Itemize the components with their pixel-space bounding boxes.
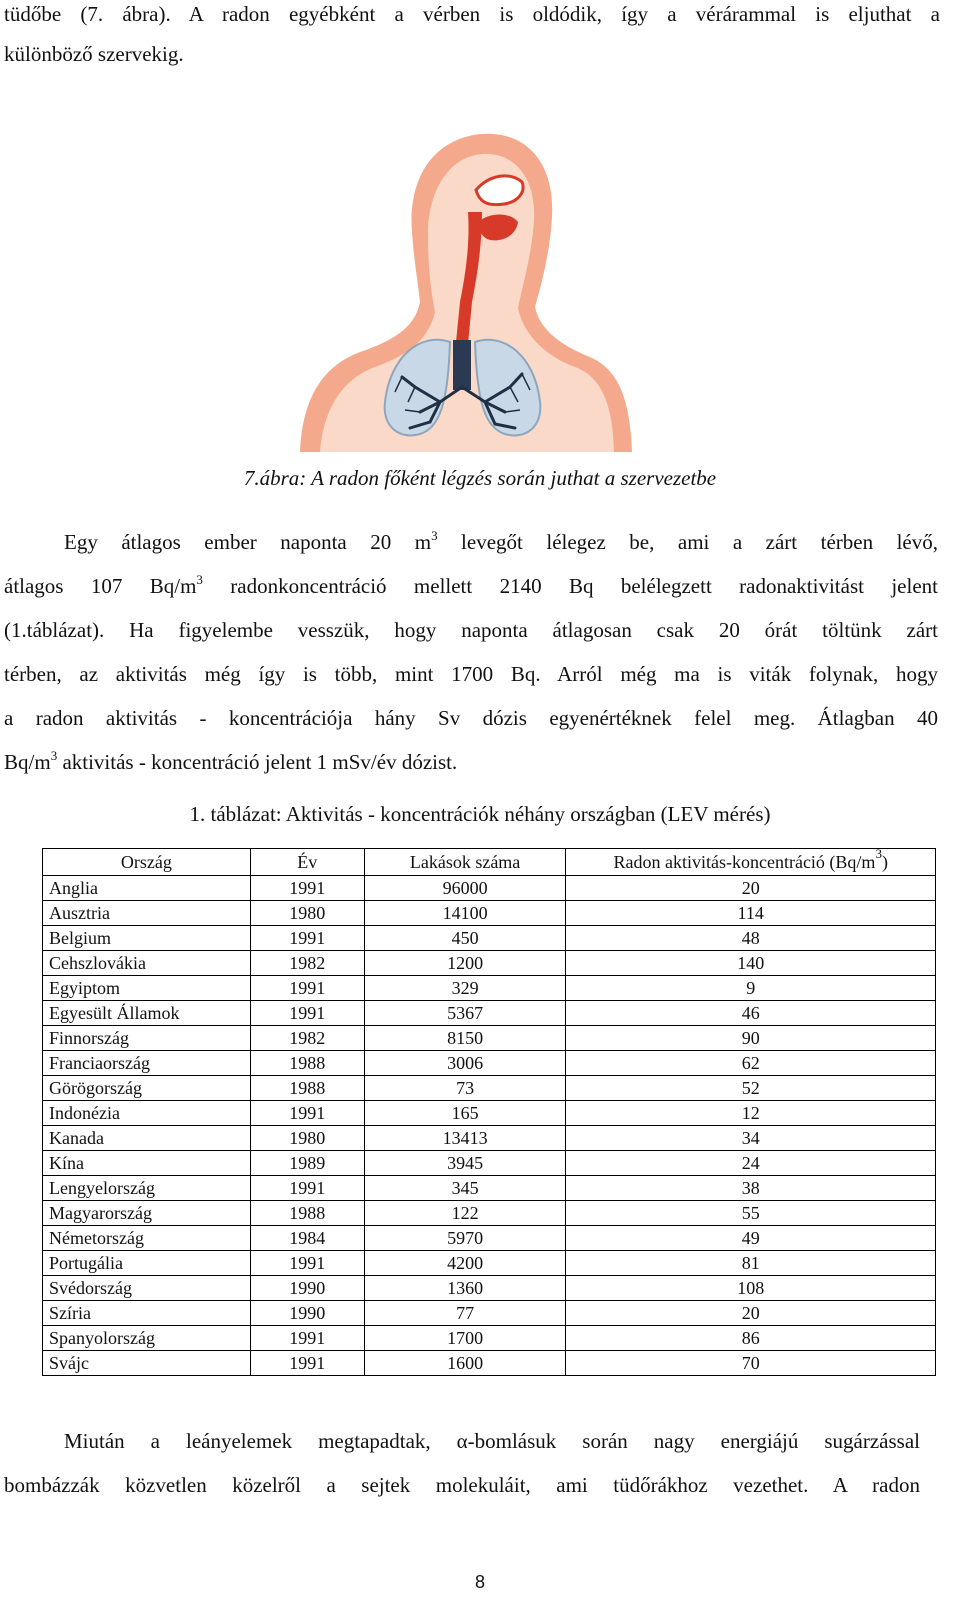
cell-homes: 5970 [364, 1226, 566, 1251]
cell-radon: 55 [566, 1201, 936, 1226]
page-number: 8 [474, 1572, 485, 1592]
table-row [43, 1176, 936, 1201]
cell-homes: 329 [364, 976, 566, 1001]
cell-radon: 81 [566, 1251, 936, 1276]
paragraph-line: tüdőbe (7. ábra). A radon egyébként a vérben is oldódik, így a vérárammal is eljuthat a [4, 2, 940, 26]
cell-homes: 13413 [364, 1126, 566, 1151]
cell-year: 1991 [250, 1101, 364, 1126]
paragraph-line: (1.táblázat). Ha figyelembe vesszük, hogy naponta átlagosan csak 20 órát töltünk zárt [4, 618, 938, 642]
table-row [43, 876, 936, 901]
cell-radon: 90 [566, 1026, 936, 1051]
cell-radon: 46 [566, 1001, 936, 1026]
cell-homes: 165 [364, 1101, 566, 1126]
cell-year: 1989 [250, 1151, 364, 1176]
cell-country: Görögország [43, 1076, 251, 1101]
table-row [43, 1351, 936, 1376]
cell-homes: 8150 [364, 1026, 566, 1051]
cell-homes: 77 [364, 1301, 566, 1326]
cell-country: Svédország [43, 1276, 251, 1301]
cell-country: Franciaország [43, 1051, 251, 1076]
cell-year: 1980 [250, 901, 364, 926]
cell-country: Egyesült Államok [43, 1001, 251, 1026]
table-row [43, 926, 936, 951]
paragraph-line: különböző szervekig. [4, 42, 184, 66]
column-header-radon: Radon aktivitás-koncentráció $(Bq/m^3)$ [566, 849, 936, 876]
cell-homes: 1600 [364, 1351, 566, 1376]
column-header-year: Év [250, 849, 364, 876]
cell-radon: 48 [566, 926, 936, 951]
cell-country: Szíria [43, 1301, 251, 1326]
radon-concentration-table [42, 845, 936, 1376]
cell-radon: 52 [566, 1076, 936, 1101]
cell-year: 1982 [250, 1026, 364, 1051]
table-row [43, 1051, 936, 1076]
cell-homes: 73 [364, 1076, 566, 1101]
cell-radon: 20 [566, 1301, 936, 1326]
cell-year: 1990 [250, 1301, 364, 1326]
cell-radon: 108 [566, 1276, 936, 1301]
cell-radon: 70 [566, 1351, 936, 1376]
cell-country: Cehszlovákia [43, 951, 251, 976]
cell-radon: 20 [566, 876, 936, 901]
table-row [43, 976, 936, 1001]
paragraph [4, 1418, 920, 1506]
cell-country: Németország [43, 1226, 251, 1251]
table-row [43, 1026, 936, 1051]
cell-homes: 3945 [364, 1151, 566, 1176]
cell-radon: 38 [566, 1176, 936, 1201]
cell-homes: 1700 [364, 1326, 566, 1351]
cell-year: 1990 [250, 1276, 364, 1301]
cell-year: 1984 [250, 1226, 364, 1251]
table-row [43, 1126, 936, 1151]
cell-country: Egyiptom [43, 976, 251, 1001]
cell-homes: 450 [364, 926, 566, 951]
cell-radon: 49 [566, 1226, 936, 1251]
table-header-row [43, 849, 936, 876]
cell-country: Spanyolország [43, 1326, 251, 1351]
cell-country: Indonézia [43, 1101, 251, 1126]
lungs-respiratory-system-illustration [290, 112, 634, 452]
cell-country: Portugália [43, 1251, 251, 1276]
table-row [43, 1251, 936, 1276]
cell-country: Finnország [43, 1026, 251, 1051]
table-body [43, 876, 936, 1376]
paragraph-line: $Bq/m^3$ aktivitás - koncentráció jelent 1 mSv/év dózist. [4, 748, 458, 774]
paragraph-line: a radon aktivitás - koncentrációja hány Sv dózis egyenértéknek felel meg. Átlagban 40 [4, 706, 938, 730]
cell-radon: 114 [566, 901, 936, 926]
paragraph-line: bombázzák közvetlen közelről a sejtek molekuláit, ami tüdőrákhoz vezethet. A radon [4, 1473, 920, 1497]
table-row [43, 1276, 936, 1301]
cell-year: 1988 [250, 1201, 364, 1226]
cell-homes: 96000 [364, 876, 566, 901]
cell-year: 1991 [250, 976, 364, 1001]
cell-country: Belgium [43, 926, 251, 951]
table-title: 1. táblázat: Aktivitás - koncentrációk néhány országban (LEV mérés) [189, 802, 771, 826]
table-row [43, 901, 936, 926]
cell-year: 1988 [250, 1051, 364, 1076]
table-row [43, 1001, 936, 1026]
cell-year: 1991 [250, 926, 364, 951]
cell-year: 1991 [250, 1251, 364, 1276]
cell-country: Kanada [43, 1126, 251, 1151]
cell-homes: 3006 [364, 1051, 566, 1076]
table-row [43, 1101, 936, 1126]
cell-country: Lengyelország [43, 1176, 251, 1201]
table-row [43, 1326, 936, 1351]
cell-country: Ausztria [43, 901, 251, 926]
cell-year: 1980 [250, 1126, 364, 1151]
figure-caption: 7.ábra: A radon főként légzés során juthat a szervezetbe [243, 466, 717, 490]
cell-homes: 4200 [364, 1251, 566, 1276]
paragraph-line: átlagos 107 $Bq/m^3$ radonkoncentráció mellett 2140 Bq belélegzett radonaktivitást jelent [4, 572, 938, 598]
cell-year: 1982 [250, 951, 364, 976]
cell-country: Kína [43, 1151, 251, 1176]
cell-country: Svájc [43, 1351, 251, 1376]
cell-radon: 62 [566, 1051, 936, 1076]
cell-homes: 5367 [364, 1001, 566, 1026]
column-header-homes: Lakások száma [364, 849, 566, 876]
table-row [43, 1301, 936, 1326]
cell-year: 1991 [250, 1176, 364, 1201]
cell-year: 1991 [250, 1351, 364, 1376]
cell-homes: 345 [364, 1176, 566, 1201]
column-header-country: Ország [43, 849, 251, 876]
cell-radon: 86 [566, 1326, 936, 1351]
table-row [43, 1226, 936, 1251]
table-row [43, 1076, 936, 1101]
cell-radon: 9 [566, 976, 936, 1001]
cell-homes: 1360 [364, 1276, 566, 1301]
cell-homes: 14100 [364, 901, 566, 926]
cell-year: 1991 [250, 1326, 364, 1351]
table-row [43, 1151, 936, 1176]
cell-year: 1991 [250, 1001, 364, 1026]
cell-radon: 24 [566, 1151, 936, 1176]
cell-year: 1991 [250, 876, 364, 901]
paragraph-line: Egy átlagos ember naponta 20 $m^3$ levegőt lélegez be, ami a zárt térben lévő, [64, 528, 938, 554]
cell-radon: 12 [566, 1101, 936, 1126]
cell-country: Anglia [43, 876, 251, 901]
paragraph-line: Miután a leányelemek megtapadtak, α-bomlásuk során nagy energiájú sugárzással [64, 1429, 920, 1453]
cell-radon: 140 [566, 951, 936, 976]
cell-year: 1988 [250, 1076, 364, 1101]
table-row [43, 1201, 936, 1226]
cell-homes: 122 [364, 1201, 566, 1226]
cell-homes: 1200 [364, 951, 566, 976]
cell-radon: 34 [566, 1126, 936, 1151]
paragraph [4, 520, 938, 784]
table-row [43, 951, 936, 976]
cell-country: Magyarország [43, 1201, 251, 1226]
paragraph-line: térben, az aktivitás még így is több, mint 1700 Bq. Arról még ma is viták folynak, hogy [4, 662, 938, 686]
